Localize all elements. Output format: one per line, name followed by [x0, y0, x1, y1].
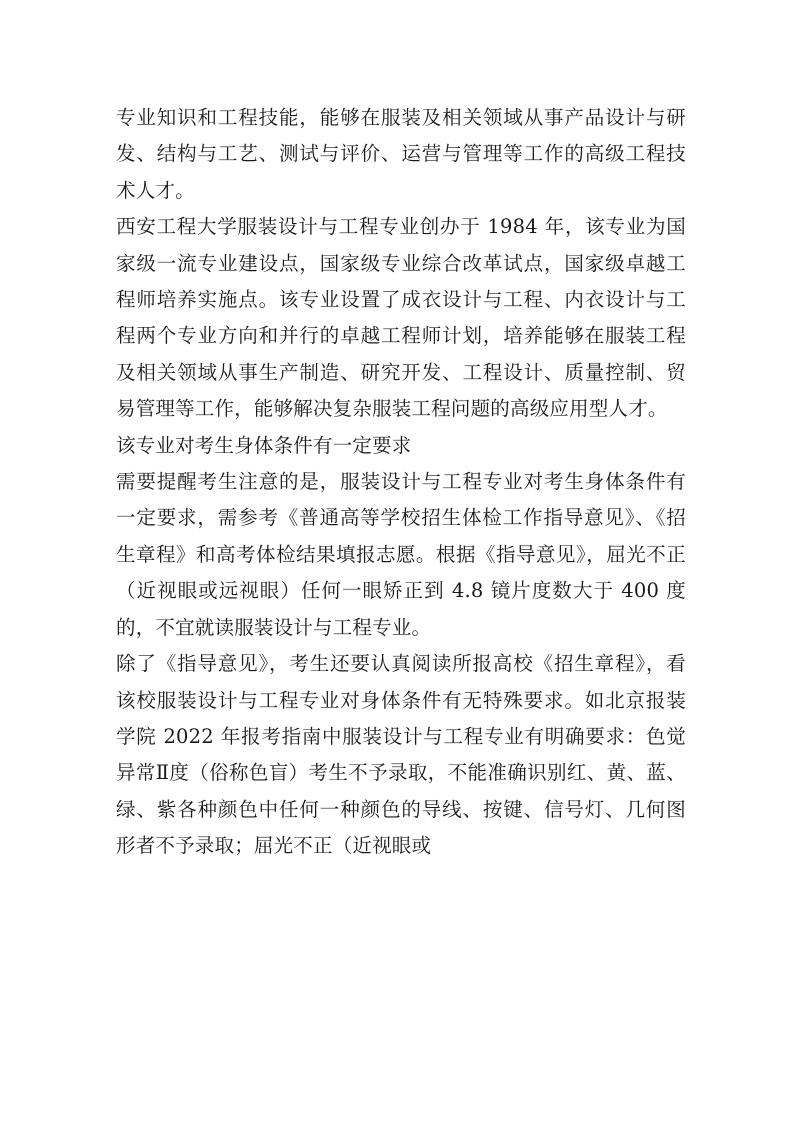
paragraph-physical-requirements: 需要提醒考生注意的是，服装设计与工程专业对考生身体条件有一定要求，需参考《普通高等学校招生体检工作指导意见》、《招生章程》和高考体检结果填报志愿。根据《指导意见》，屈光不正（近视眼或远视眼）任何一眼矫正到 4.8 镜片度数大于 400 度的，不宜就读服装设计与工程专业。 — [116, 470, 686, 639]
paragraph-admission-rules: 除了《指导意见》，考生还要认真阅读所报高校《招生章程》，看该校服装设计与工程专业对身体条件有无特殊要求。如北京报装学院 2022 年报考指南中服装设计与工程专业有明确要求：色觉异常Ⅱ度（俗称色盲）考生不予录取，不能准确识别红、黄、蓝、绿、紫各种颜色中任何一种颜色的导线、按键、信号灯、几何图形者不予录取；屈光不正（近视眼或 — [116, 652, 686, 858]
section-heading-physical-requirements: 该专业对考生身体条件有一定要求 — [116, 433, 412, 457]
document-body — [116, 100, 686, 865]
paragraph-intro-continuation: 专业知识和工程技能，能够在服装及相关领域从事产品设计与研发、结构与工艺、测试与评价、运营与管理等工作的高级工程技术人才。 — [116, 106, 686, 202]
paragraph-university-program: 西安工程大学服装设计与工程专业创办于 1984 年，该专业为国家级一流专业建设点，国家级专业综合改革试点，国家级卓越工程师培养实施点。该专业设置了成衣设计与工程、内衣设计与工程两个专业方向和并行的卓越工程师计划，培养能够在服装工程及相关领域从事生产制造、研究开发、工程设计、质量控制、贸易管理等工作，能够解决复杂服装工程问题的高级应用型人才。 — [116, 215, 686, 421]
